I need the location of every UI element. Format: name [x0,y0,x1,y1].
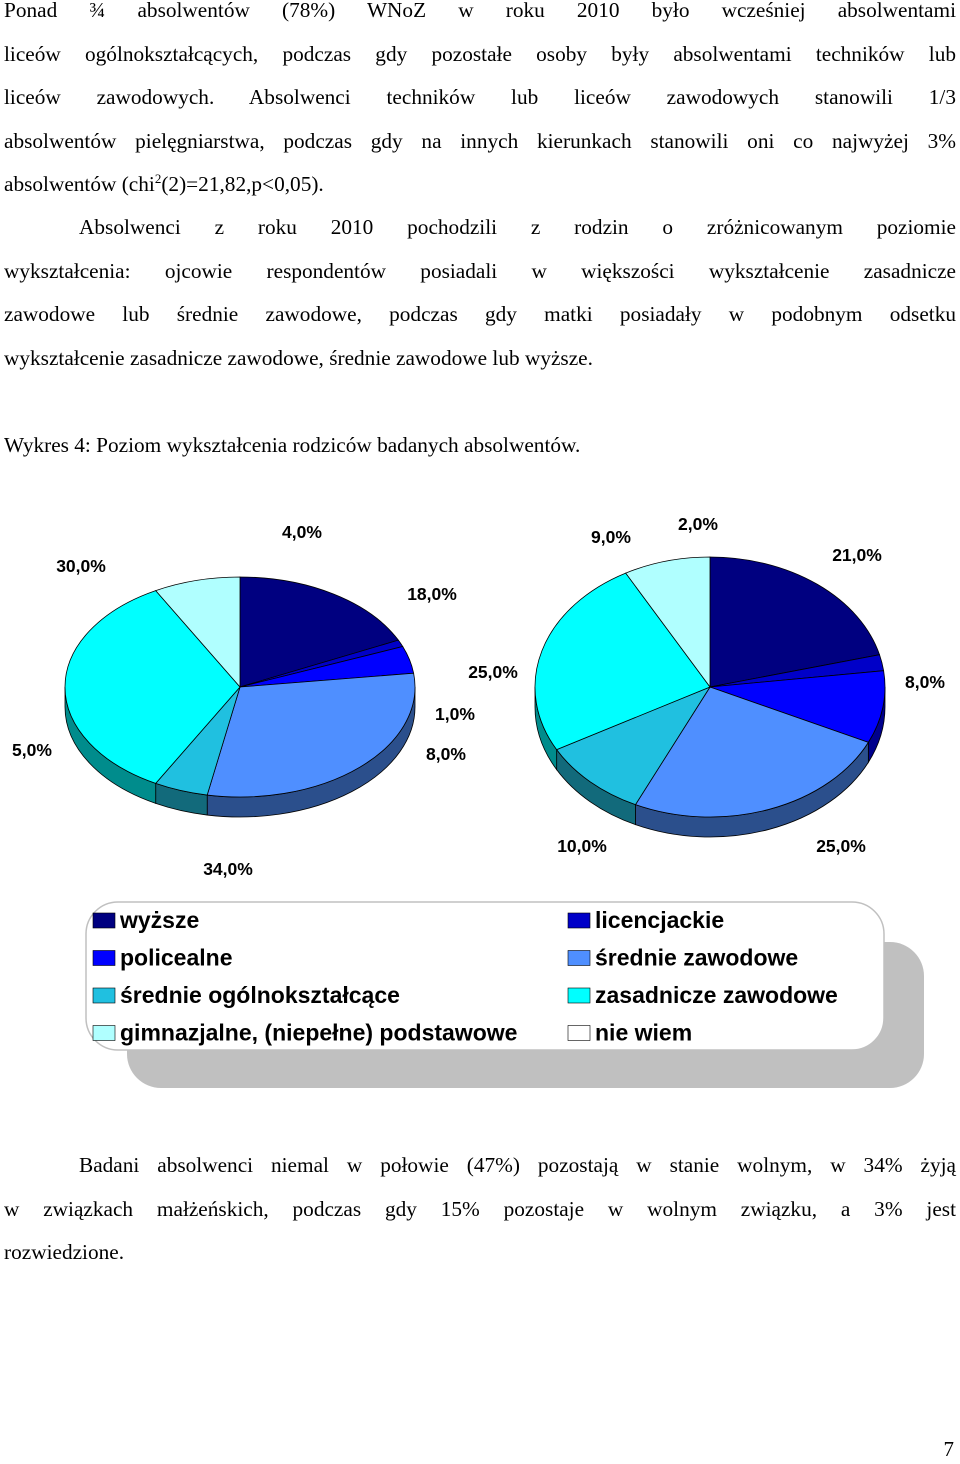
text-line: Ponad ¾ absolwentów (78%) WNoZ w roku 2010 było wcześniej absolwentami [4,0,956,22]
legend-label: średnie zawodowe [595,944,799,971]
data-label: 18,0% [407,584,457,604]
legend-label: gimnazjalne, (niepełne) podstawowe [120,1019,518,1046]
legend-label: zasadnicze zawodowe [595,982,838,1008]
superscript: 2 [154,171,162,187]
legend-swatch [568,1026,590,1041]
data-label: 25,0% [468,662,518,682]
text-line: zawodowe lub średnie zawodowe, podczas gdy matki posiadały w podobnym odsetku [4,302,956,327]
pie-2 [535,557,885,837]
legend-label: policealne [120,944,233,971]
text-line: wykształcenia: ojcowie respondentów posiadali w większości wykształcenie zasadnicze [4,258,956,283]
legend-item [568,982,838,1008]
legend-swatch [93,988,115,1003]
data-label: 34,0% [203,859,253,879]
paragraph-parents-education [4,206,956,380]
paragraph-marital-status [4,1144,956,1275]
text-fragment: (2)=21,82,p<0,05). [161,172,324,197]
data-label: 25,0% [816,836,866,856]
legend-label: średnie ogólnokształcące [120,982,400,1008]
legend-swatch [568,951,590,966]
legend-item [93,982,400,1008]
text-line: Badani absolwenci niemal w połowie (47%) pozostają w stanie wolnym, w 34% żyją [79,1153,956,1177]
data-label: 5,0% [12,740,52,760]
legend-item [568,945,798,971]
text-line: liceów ogólnokształcących, podczas gdy pozostałe osoby były absolwentami techników lub [4,41,956,66]
legend-swatch [93,1026,115,1041]
data-label: 2,0% [678,514,718,534]
data-label: 8,0% [426,744,466,764]
text-line: absolwentów pielęgniarstwa, podczas gdy na innych kierunkach stanowili oni co najwyżej 3% [4,128,956,153]
text-line: rozwiedzione. [4,1240,125,1265]
data-label: 21,0% [832,545,882,565]
legend [86,902,924,1088]
text-line [4,163,956,207]
data-label: 10,0% [557,836,607,856]
legend-swatch [568,913,590,928]
pie-chart-figure [0,490,960,1110]
legend-label: wyższe [120,907,200,933]
text-fragment: absolwentów (chi [4,172,155,197]
pie-1 [65,577,415,817]
legend-item [93,1020,517,1046]
figure-caption: Wykres 4: Poziom wykształcenia rodziców badanych absolwentów. [4,433,581,457]
legend-swatch [93,913,115,928]
data-label: 4,0% [282,522,322,542]
legend-label: licencjackie [595,907,725,933]
paragraph-education-background [4,0,956,207]
data-label: 9,0% [591,527,631,547]
text-line: liceów zawodowych. Absolwenci techników lub liceów zawodowych stanowili 1/3 [4,85,956,110]
pie-layer [65,557,885,837]
text-line: wykształcenie zasadnicze zawodowe, średnie zawodowe lub wyższe. [4,345,593,370]
text-line: w związkach małżeńskich, podczas gdy 15% pozostaje w wolnym związku, a 3% jest [4,1196,956,1221]
data-label: 8,0% [905,672,945,692]
page-number: 7 [943,1437,954,1461]
legend-swatch [568,988,590,1003]
text-line: Absolwenci z roku 2010 pochodzili z rodzin o zróżnicowanym poziomie [79,215,956,239]
data-label: 30,0% [56,556,106,576]
legend-swatch [93,951,115,966]
legend-label: nie wiem [595,1019,693,1046]
data-label: 1,0% [435,704,475,724]
